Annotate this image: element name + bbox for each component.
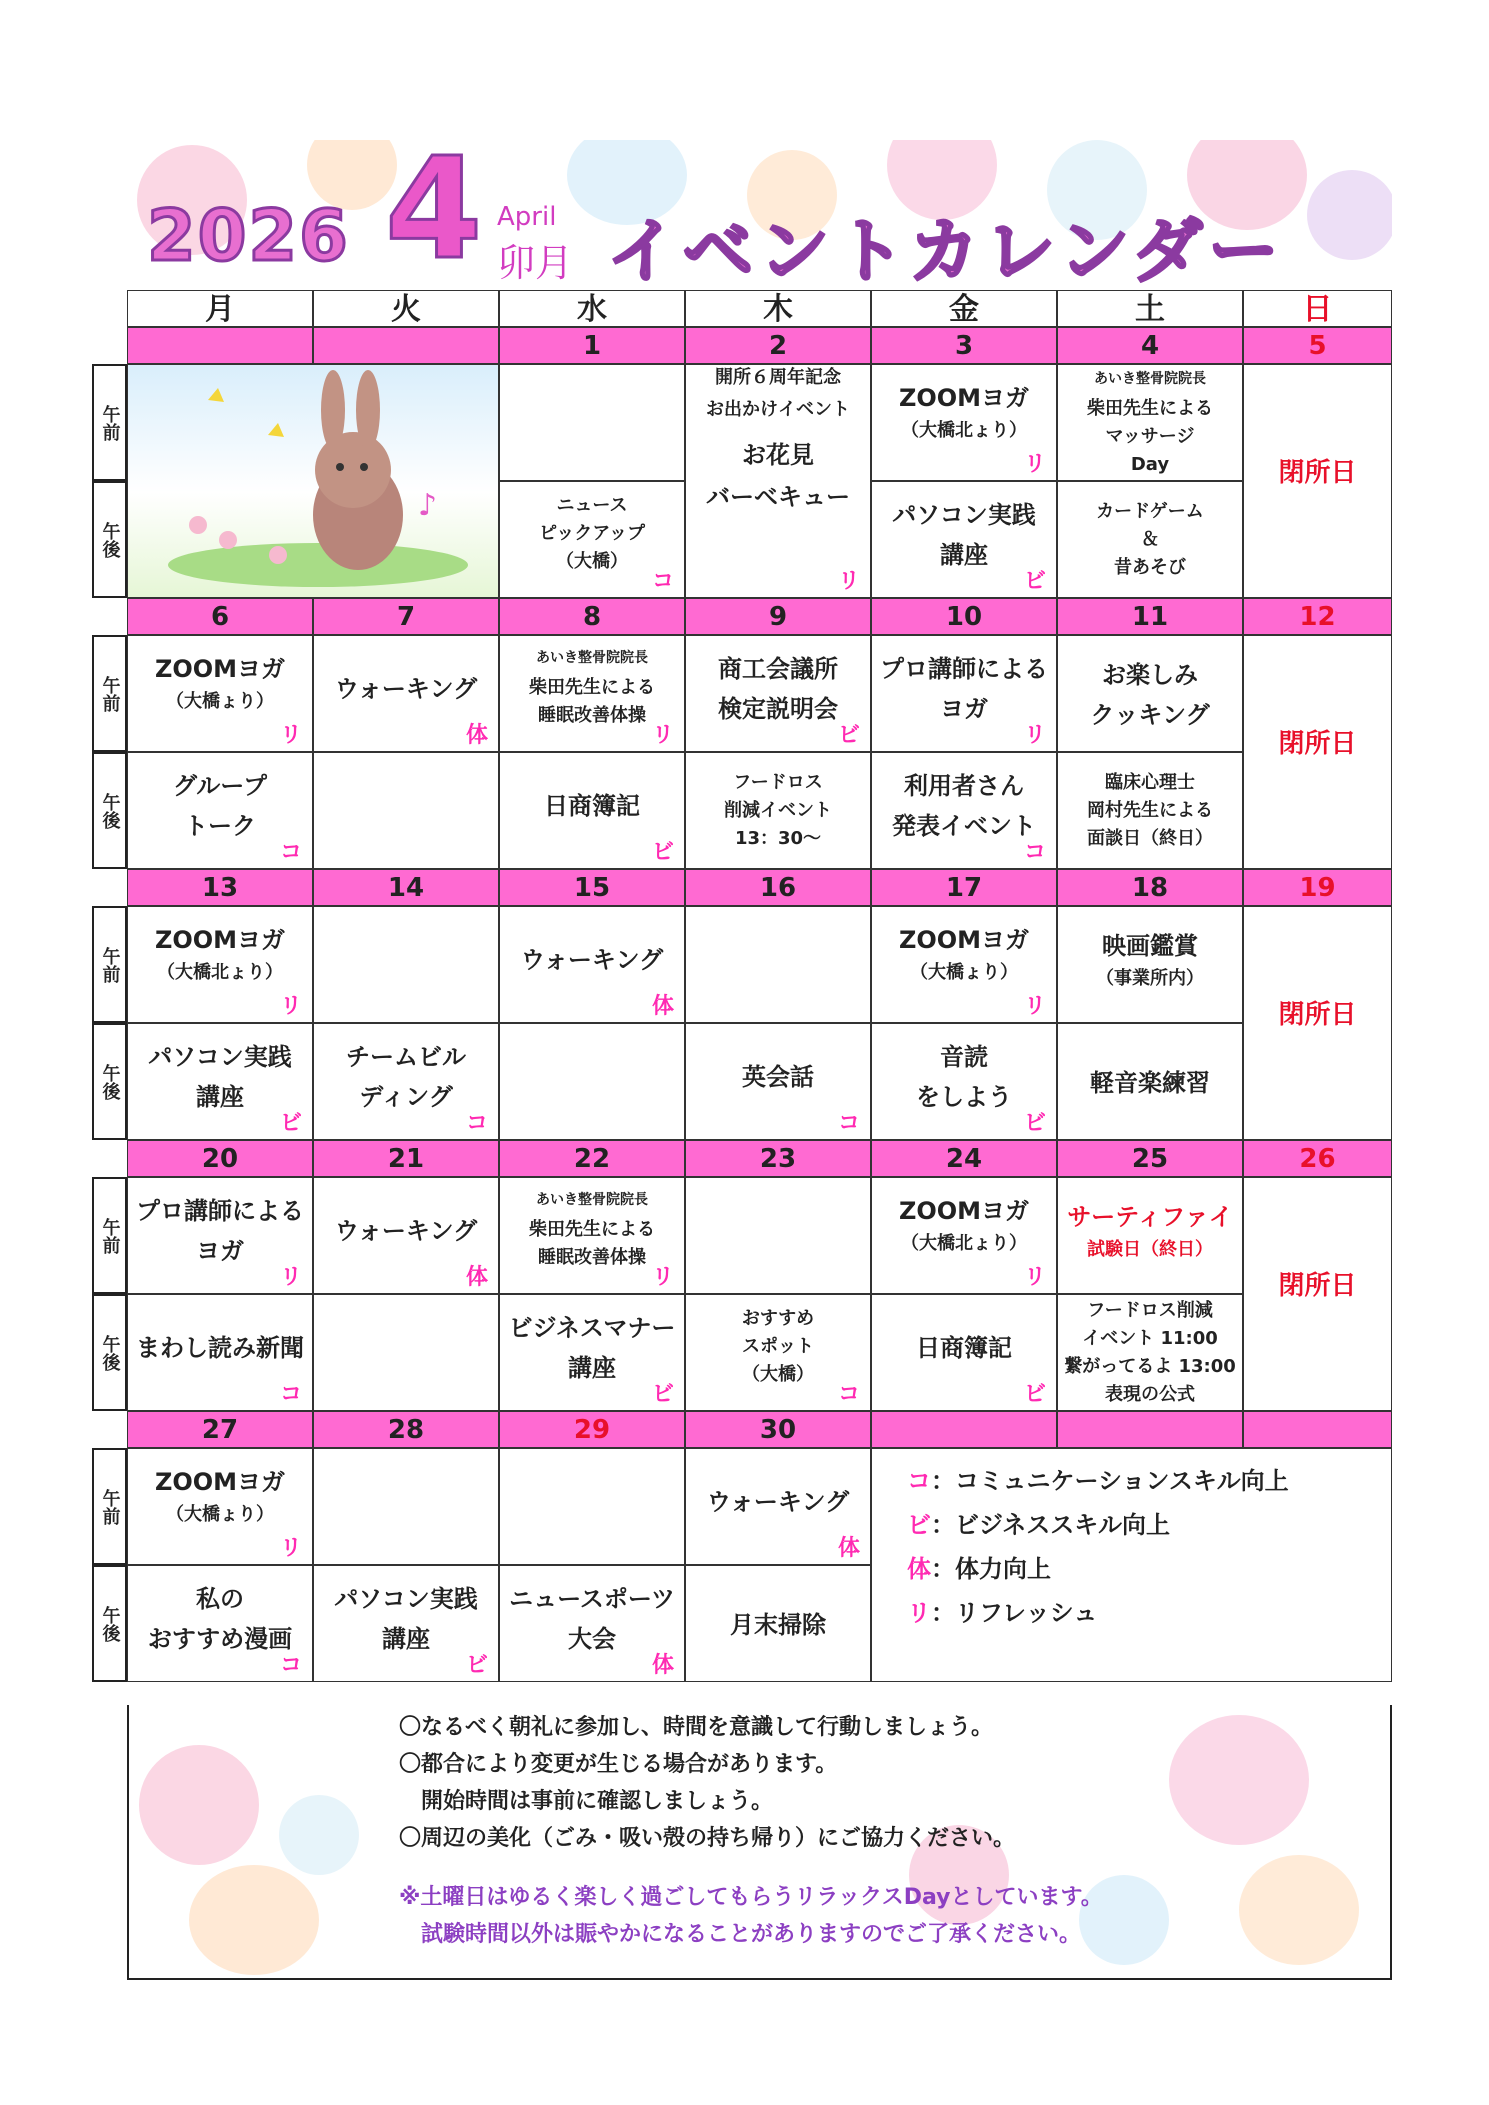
event-cell-am <box>871 1177 1057 1294</box>
date-cell <box>499 1411 685 1448</box>
category-tag: リ <box>279 994 302 1019</box>
event-cell-pm <box>871 1023 1057 1140</box>
weekday-header <box>685 290 871 327</box>
event-cell-pm <box>499 752 685 869</box>
category-tag: ビ <box>1023 569 1046 594</box>
event-line: ピックアップ <box>538 522 646 544</box>
date-number: 10 <box>945 602 983 632</box>
date-number: 12 <box>1299 602 1336 632</box>
year-label: 2026 <box>147 195 350 277</box>
event-cell-pm <box>313 1565 499 1682</box>
date-number: 4 <box>1140 331 1160 361</box>
legend-key: コ <box>907 1467 931 1495</box>
weekday-header <box>871 290 1057 327</box>
am-label: 午前 <box>92 364 127 481</box>
closed-day-cell <box>1243 906 1392 1140</box>
event-cell-pm <box>499 481 685 598</box>
weekday-header <box>1243 290 1392 327</box>
event-cell-pm <box>499 1565 685 1682</box>
event-line: ZOOMヨガ <box>898 383 1030 412</box>
category-tag: ビ <box>651 1382 674 1407</box>
event-cell-am <box>127 635 313 752</box>
closed-day-cell <box>1243 364 1392 598</box>
event-line: お花見 <box>742 441 814 469</box>
event-cell-am <box>1057 906 1243 1023</box>
event-cell-pm <box>685 1294 871 1411</box>
date-cell <box>871 598 1057 635</box>
event-line: お楽しみ <box>1102 660 1198 689</box>
event-cell-pm <box>1057 481 1243 598</box>
event-line: ZOOMヨガ <box>898 925 1030 954</box>
legend-item <box>907 1591 1289 1635</box>
date-cell <box>871 1411 1057 1448</box>
date-number: 16 <box>759 873 797 903</box>
date-cell <box>127 598 313 635</box>
closed-label: 閉所日 <box>1278 729 1357 759</box>
date-cell <box>685 1411 871 1448</box>
event-line: スポット <box>742 1335 814 1357</box>
category-tag: リ <box>837 569 860 594</box>
event-line: 月末掃除 <box>730 1610 826 1639</box>
note-3: 開始時間は事前に確認しましょう。 <box>399 1789 774 1814</box>
closed-day-cell <box>1243 635 1392 869</box>
date-number: 14 <box>387 873 425 903</box>
weekday-label: 火 <box>391 292 421 327</box>
date-cell <box>499 327 685 364</box>
event-line: 私の <box>196 1584 244 1613</box>
date-cell <box>127 869 313 906</box>
event-cell <box>685 364 871 598</box>
note-2: 〇都合により変更が生じる場合があります。 <box>399 1752 838 1777</box>
event-cell-pm <box>1057 1294 1243 1411</box>
event-cell-am <box>499 1177 685 1294</box>
date-number: 25 <box>1131 1144 1169 1174</box>
event-cell-pm <box>1057 752 1243 869</box>
event-line: チームビル <box>346 1042 466 1071</box>
month-number: 4 <box>385 140 483 290</box>
date-cell <box>1057 1411 1243 1448</box>
date-number: 13 <box>201 873 239 903</box>
event-line: バーベキュー <box>706 483 850 511</box>
category-tag: コ <box>279 1382 302 1407</box>
date-number: 19 <box>1299 873 1336 903</box>
event-line: 講座 <box>568 1353 616 1382</box>
event-cell-am <box>499 635 685 752</box>
event-cell-am <box>1057 364 1243 481</box>
legend-text: ：リフレッシュ <box>931 1599 1098 1627</box>
event-line: サーティファイ <box>1067 1202 1233 1231</box>
category-tag: 体 <box>837 1536 860 1561</box>
event-cell-pm <box>871 481 1057 598</box>
category-tag: リ <box>1023 452 1046 477</box>
event-line: クッキング <box>1090 700 1210 729</box>
legend-key: ビ <box>907 1511 931 1539</box>
date-cell <box>1243 1411 1392 1448</box>
event-line: ウォーキング <box>334 674 478 703</box>
am-label: 午前 <box>92 1177 127 1294</box>
event-line: ヨガ <box>196 1236 244 1265</box>
event-cell-pm <box>127 1565 313 1682</box>
legend-item <box>907 1459 1289 1503</box>
category-tag: コ <box>465 1111 488 1136</box>
category-tag: ビ <box>1023 1382 1046 1407</box>
event-line: あいき整骨院院長 <box>1094 370 1206 387</box>
date-cell <box>1243 327 1392 364</box>
category-tag: コ <box>651 569 674 594</box>
weekday-header <box>1057 290 1243 327</box>
closed-day-cell <box>1243 1177 1392 1411</box>
event-cell-am <box>499 906 685 1023</box>
category-tag: リ <box>279 723 302 748</box>
event-line: （事業所内） <box>1096 967 1204 989</box>
event-line: Day <box>1130 453 1170 475</box>
event-cell-am <box>1057 635 1243 752</box>
notes-footer <box>127 1705 1392 1980</box>
event-line: 昔あそび <box>1114 556 1186 578</box>
svg-text:♪: ♪ <box>418 488 438 523</box>
event-cell-pm <box>685 1565 871 1682</box>
event-cell-am <box>127 1448 313 1565</box>
category-tag: コ <box>279 840 302 865</box>
event-line: （大橋北ょり） <box>157 961 283 983</box>
event-line: 開所６周年記念 <box>715 367 841 388</box>
event-line: 臨床心理士 <box>1105 771 1195 793</box>
date-cell <box>1243 1140 1392 1177</box>
event-line: 発表イベント <box>892 811 1036 840</box>
event-line: グループ <box>172 771 268 800</box>
closed-label: 閉所日 <box>1278 1000 1357 1030</box>
pm-label: 午後 <box>92 481 127 598</box>
event-line: あいき整骨院院長 <box>536 649 648 666</box>
event-line: ウォーキング <box>334 1216 478 1245</box>
event-cell-pm <box>871 752 1057 869</box>
event-line: 日商簿記 <box>544 791 640 820</box>
category-tag: リ <box>651 1265 674 1290</box>
event-line: 繋がってるよ 13:00 <box>1064 1355 1236 1377</box>
date-cell <box>127 1411 313 1448</box>
category-tag: 体 <box>651 994 674 1019</box>
am-label: 午前 <box>92 635 127 752</box>
date-number: 7 <box>396 602 416 632</box>
date-number: 9 <box>768 602 788 632</box>
event-cell-pm <box>313 1023 499 1140</box>
event-line: あいき整骨院院長 <box>536 1191 648 1208</box>
date-cell <box>871 1140 1057 1177</box>
event-line: 面談日（終日） <box>1087 827 1213 849</box>
category-tag: ビ <box>279 1111 302 1136</box>
date-number: 3 <box>954 331 974 361</box>
category-tag: 体 <box>465 1265 488 1290</box>
date-cell <box>313 1140 499 1177</box>
date-number: 11 <box>1131 602 1169 632</box>
event-line: （大橋ょり） <box>910 961 1018 983</box>
date-cell <box>1243 598 1392 635</box>
legend-item <box>907 1547 1289 1591</box>
date-number: 30 <box>759 1415 797 1445</box>
date-cell <box>313 327 499 364</box>
category-tag: ビ <box>651 840 674 865</box>
event-cell-am <box>313 1448 499 1565</box>
event-line: パソコン実践 <box>334 1584 478 1613</box>
pm-label: 午後 <box>92 1565 127 1682</box>
event-line: 講座 <box>382 1624 430 1653</box>
date-number: 2 <box>768 331 788 361</box>
event-line: 講座 <box>940 540 988 569</box>
event-line: 軽音楽練習 <box>1090 1068 1210 1097</box>
event-cell-am <box>313 1177 499 1294</box>
event-cell-pm <box>313 752 499 869</box>
event-line: （大橋北ょり） <box>901 1232 1027 1254</box>
category-tag: ビ <box>1023 1111 1046 1136</box>
event-line: 削減イベント <box>724 799 832 821</box>
event-cell-am <box>313 635 499 752</box>
date-number: 22 <box>573 1144 611 1174</box>
event-line: 柴田先生による <box>529 1218 655 1240</box>
event-line: ビジネスマナー <box>508 1313 676 1342</box>
category-tag: 体 <box>651 1653 674 1678</box>
event-line: カードゲーム <box>1096 500 1204 522</box>
date-number: 1 <box>582 331 602 361</box>
event-line: ZOOMヨガ <box>154 925 286 954</box>
event-cell-pm <box>313 1294 499 1411</box>
event-cell-pm <box>685 752 871 869</box>
event-cell-am <box>1057 1177 1243 1294</box>
date-number: 18 <box>1131 873 1169 903</box>
date-cell <box>1057 327 1243 364</box>
event-line: 睡眠改善体操 <box>538 704 646 726</box>
event-cell-pm <box>1057 1023 1243 1140</box>
date-cell <box>313 1411 499 1448</box>
date-cell <box>499 1140 685 1177</box>
event-cell-pm <box>685 1023 871 1140</box>
date-cell <box>313 869 499 906</box>
event-line: （大橋） <box>556 550 628 572</box>
category-tag: コ <box>1023 840 1046 865</box>
date-cell <box>1057 869 1243 906</box>
event-cell-am <box>499 1448 685 1565</box>
event-cell-am <box>871 906 1057 1023</box>
event-line: おすすめ <box>741 1307 815 1329</box>
event-cell-am <box>127 1177 313 1294</box>
am-label: 午前 <box>92 906 127 1023</box>
event-line: ZOOMヨガ <box>154 654 286 683</box>
note-1: 〇なるべく朝礼に参加し、時間を意識して行動しましょう。 <box>399 1715 994 1740</box>
event-line: ヨガ <box>940 694 988 723</box>
event-line: ZOOMヨガ <box>898 1196 1030 1225</box>
legend-text: ：ビジネススキル向上 <box>931 1511 1171 1539</box>
date-cell <box>1057 1140 1243 1177</box>
am-label: 午前 <box>92 1448 127 1565</box>
date-cell <box>685 598 871 635</box>
date-number: 17 <box>945 873 983 903</box>
event-line: 利用者さん <box>904 771 1024 800</box>
event-line: 13：30～ <box>734 827 822 849</box>
event-line: 岡村先生による <box>1087 799 1213 821</box>
event-line: 睡眠改善体操 <box>538 1246 646 1268</box>
legend-text: ：体力向上 <box>931 1555 1051 1583</box>
event-cell-pm <box>127 752 313 869</box>
category-tag: ビ <box>465 1653 488 1678</box>
event-line: 柴田先生による <box>1087 397 1213 419</box>
weekday-label: 月 <box>205 292 235 327</box>
event-cell-am <box>499 364 685 481</box>
event-line: 英会話 <box>742 1062 814 1091</box>
closed-label: 閉所日 <box>1278 1271 1357 1301</box>
weekday-label: 日 <box>1302 292 1333 327</box>
event-line: パソコン実践 <box>148 1042 292 1071</box>
event-line: トーク <box>184 811 256 840</box>
category-tag: リ <box>279 1265 302 1290</box>
legend <box>907 1459 1289 1635</box>
weekday-label: 水 <box>577 292 607 327</box>
weekday-label: 金 <box>949 292 979 327</box>
date-number: 8 <box>582 602 602 632</box>
event-line: フードロス削減 <box>1087 1299 1213 1321</box>
header-banner <box>127 140 1392 290</box>
category-tag: コ <box>837 1382 860 1407</box>
event-cell-pm <box>499 1023 685 1140</box>
date-cell <box>313 598 499 635</box>
event-cell-am <box>685 635 871 752</box>
event-cell-am <box>685 906 871 1023</box>
month-japanese: 卯月 <box>497 241 574 285</box>
weekday-label: 木 <box>763 292 793 327</box>
event-line: ウォーキング <box>520 945 664 974</box>
date-cell <box>499 869 685 906</box>
date-number: 5 <box>1308 331 1327 361</box>
weekday-header <box>499 290 685 327</box>
event-line: 映画鑑賞 <box>1102 931 1198 960</box>
date-cell <box>1243 869 1392 906</box>
page-title: イベントカレンダー <box>607 210 1285 290</box>
event-cell-am <box>871 364 1057 481</box>
event-cell-pm <box>871 1294 1057 1411</box>
note-purple-1: ※土曜日はゆるく楽しく過ごしてもらうリラックスDayとしています。 <box>399 1885 1103 1910</box>
event-line: プロ講師による <box>880 654 1048 683</box>
event-cell-pm <box>127 1023 313 1140</box>
weekday-header <box>127 290 313 327</box>
legend-text: ：コミュニケーションスキル向上 <box>931 1467 1289 1495</box>
event-line: ニュースポーツ <box>509 1584 675 1613</box>
event-line: イベント 11:00 <box>1082 1327 1218 1349</box>
date-cell <box>499 598 685 635</box>
category-tag: ビ <box>837 723 860 748</box>
pm-label: 午後 <box>92 1294 127 1411</box>
event-line: ウォーキング <box>706 1487 850 1516</box>
event-cell-pm <box>127 1294 313 1411</box>
event-cell-am <box>685 1177 871 1294</box>
date-number: 28 <box>387 1415 425 1445</box>
event-cell-pm <box>499 1294 685 1411</box>
date-cell <box>871 869 1057 906</box>
weekday-label: 土 <box>1135 292 1165 327</box>
event-line: 検定説明会 <box>718 694 838 723</box>
event-line: 音読 <box>940 1042 988 1071</box>
date-number: 24 <box>945 1144 983 1174</box>
category-tag: リ <box>1023 1265 1046 1290</box>
date-cell <box>871 327 1057 364</box>
rabbit-illustration <box>127 364 499 598</box>
category-tag: リ <box>1023 723 1046 748</box>
event-line: （大橋） <box>742 1363 814 1385</box>
event-cell-am <box>313 906 499 1023</box>
date-number: 21 <box>387 1144 425 1174</box>
event-cell-am <box>127 906 313 1023</box>
date-number: 20 <box>201 1144 239 1174</box>
category-tag: リ <box>279 1536 302 1561</box>
event-line: 大会 <box>568 1624 616 1653</box>
pm-label: 午後 <box>92 752 127 869</box>
event-line: 表現の公式 <box>1105 1383 1195 1405</box>
legend-key: 体 <box>907 1555 931 1583</box>
note-purple-2: 試験時間以外は賑やかになることがありますのでご了承ください。 <box>399 1922 1082 1947</box>
date-cell <box>685 1140 871 1177</box>
note-4: 〇周辺の美化（ごみ・吸い殻の持ち帰り）にご協力ください。 <box>399 1826 1016 1851</box>
event-line: （大橋ょり） <box>166 690 274 712</box>
event-line: ＆ <box>1141 528 1159 550</box>
event-line: ZOOMヨガ <box>154 1467 286 1496</box>
date-cell <box>127 1140 313 1177</box>
weekday-header <box>313 290 499 327</box>
date-number: 26 <box>1299 1144 1336 1174</box>
date-number: 29 <box>573 1415 611 1445</box>
event-line: プロ講師による <box>136 1196 304 1225</box>
closed-label: 閉所日 <box>1278 458 1357 488</box>
event-cell-am <box>685 1448 871 1565</box>
event-line: マッサージ <box>1105 425 1195 447</box>
event-line: （大橋ょり） <box>166 1503 274 1525</box>
event-line: 講座 <box>196 1082 244 1111</box>
date-cell <box>685 327 871 364</box>
category-tag: コ <box>837 1111 860 1136</box>
category-tag: 体 <box>465 723 488 748</box>
event-line: ニュース <box>556 494 628 516</box>
category-tag: リ <box>651 723 674 748</box>
date-cell <box>127 327 313 364</box>
category-tag: リ <box>1023 994 1046 1019</box>
event-line: 日商簿記 <box>916 1333 1012 1362</box>
event-line: お出かけイベント <box>706 399 850 420</box>
date-number: 23 <box>759 1144 797 1174</box>
event-line: 柴田先生による <box>529 676 655 698</box>
date-cell <box>685 869 871 906</box>
event-line: おすすめ漫画 <box>147 1624 293 1653</box>
month-english: April <box>497 202 557 232</box>
legend-key: リ <box>907 1599 931 1627</box>
event-line: 試験日（終日） <box>1087 1238 1213 1260</box>
event-line: まわし読み新聞 <box>136 1333 304 1362</box>
date-number: 27 <box>201 1415 239 1445</box>
category-tag: コ <box>279 1653 302 1678</box>
rabbit-icon <box>128 365 500 599</box>
date-number: 6 <box>210 602 230 632</box>
event-line: ディング <box>359 1082 453 1111</box>
pm-label: 午後 <box>92 1023 127 1140</box>
date-number: 15 <box>573 873 611 903</box>
legend-box <box>871 1448 1392 1682</box>
event-line: 商工会議所 <box>718 654 838 683</box>
event-cell-am <box>871 635 1057 752</box>
date-cell <box>1057 598 1243 635</box>
legend-item <box>907 1503 1289 1547</box>
event-line: パソコン実践 <box>892 500 1036 529</box>
event-line: フードロス <box>733 771 823 793</box>
event-line: をしよう <box>916 1082 1012 1111</box>
event-line: （大橋北ょり） <box>901 419 1027 441</box>
